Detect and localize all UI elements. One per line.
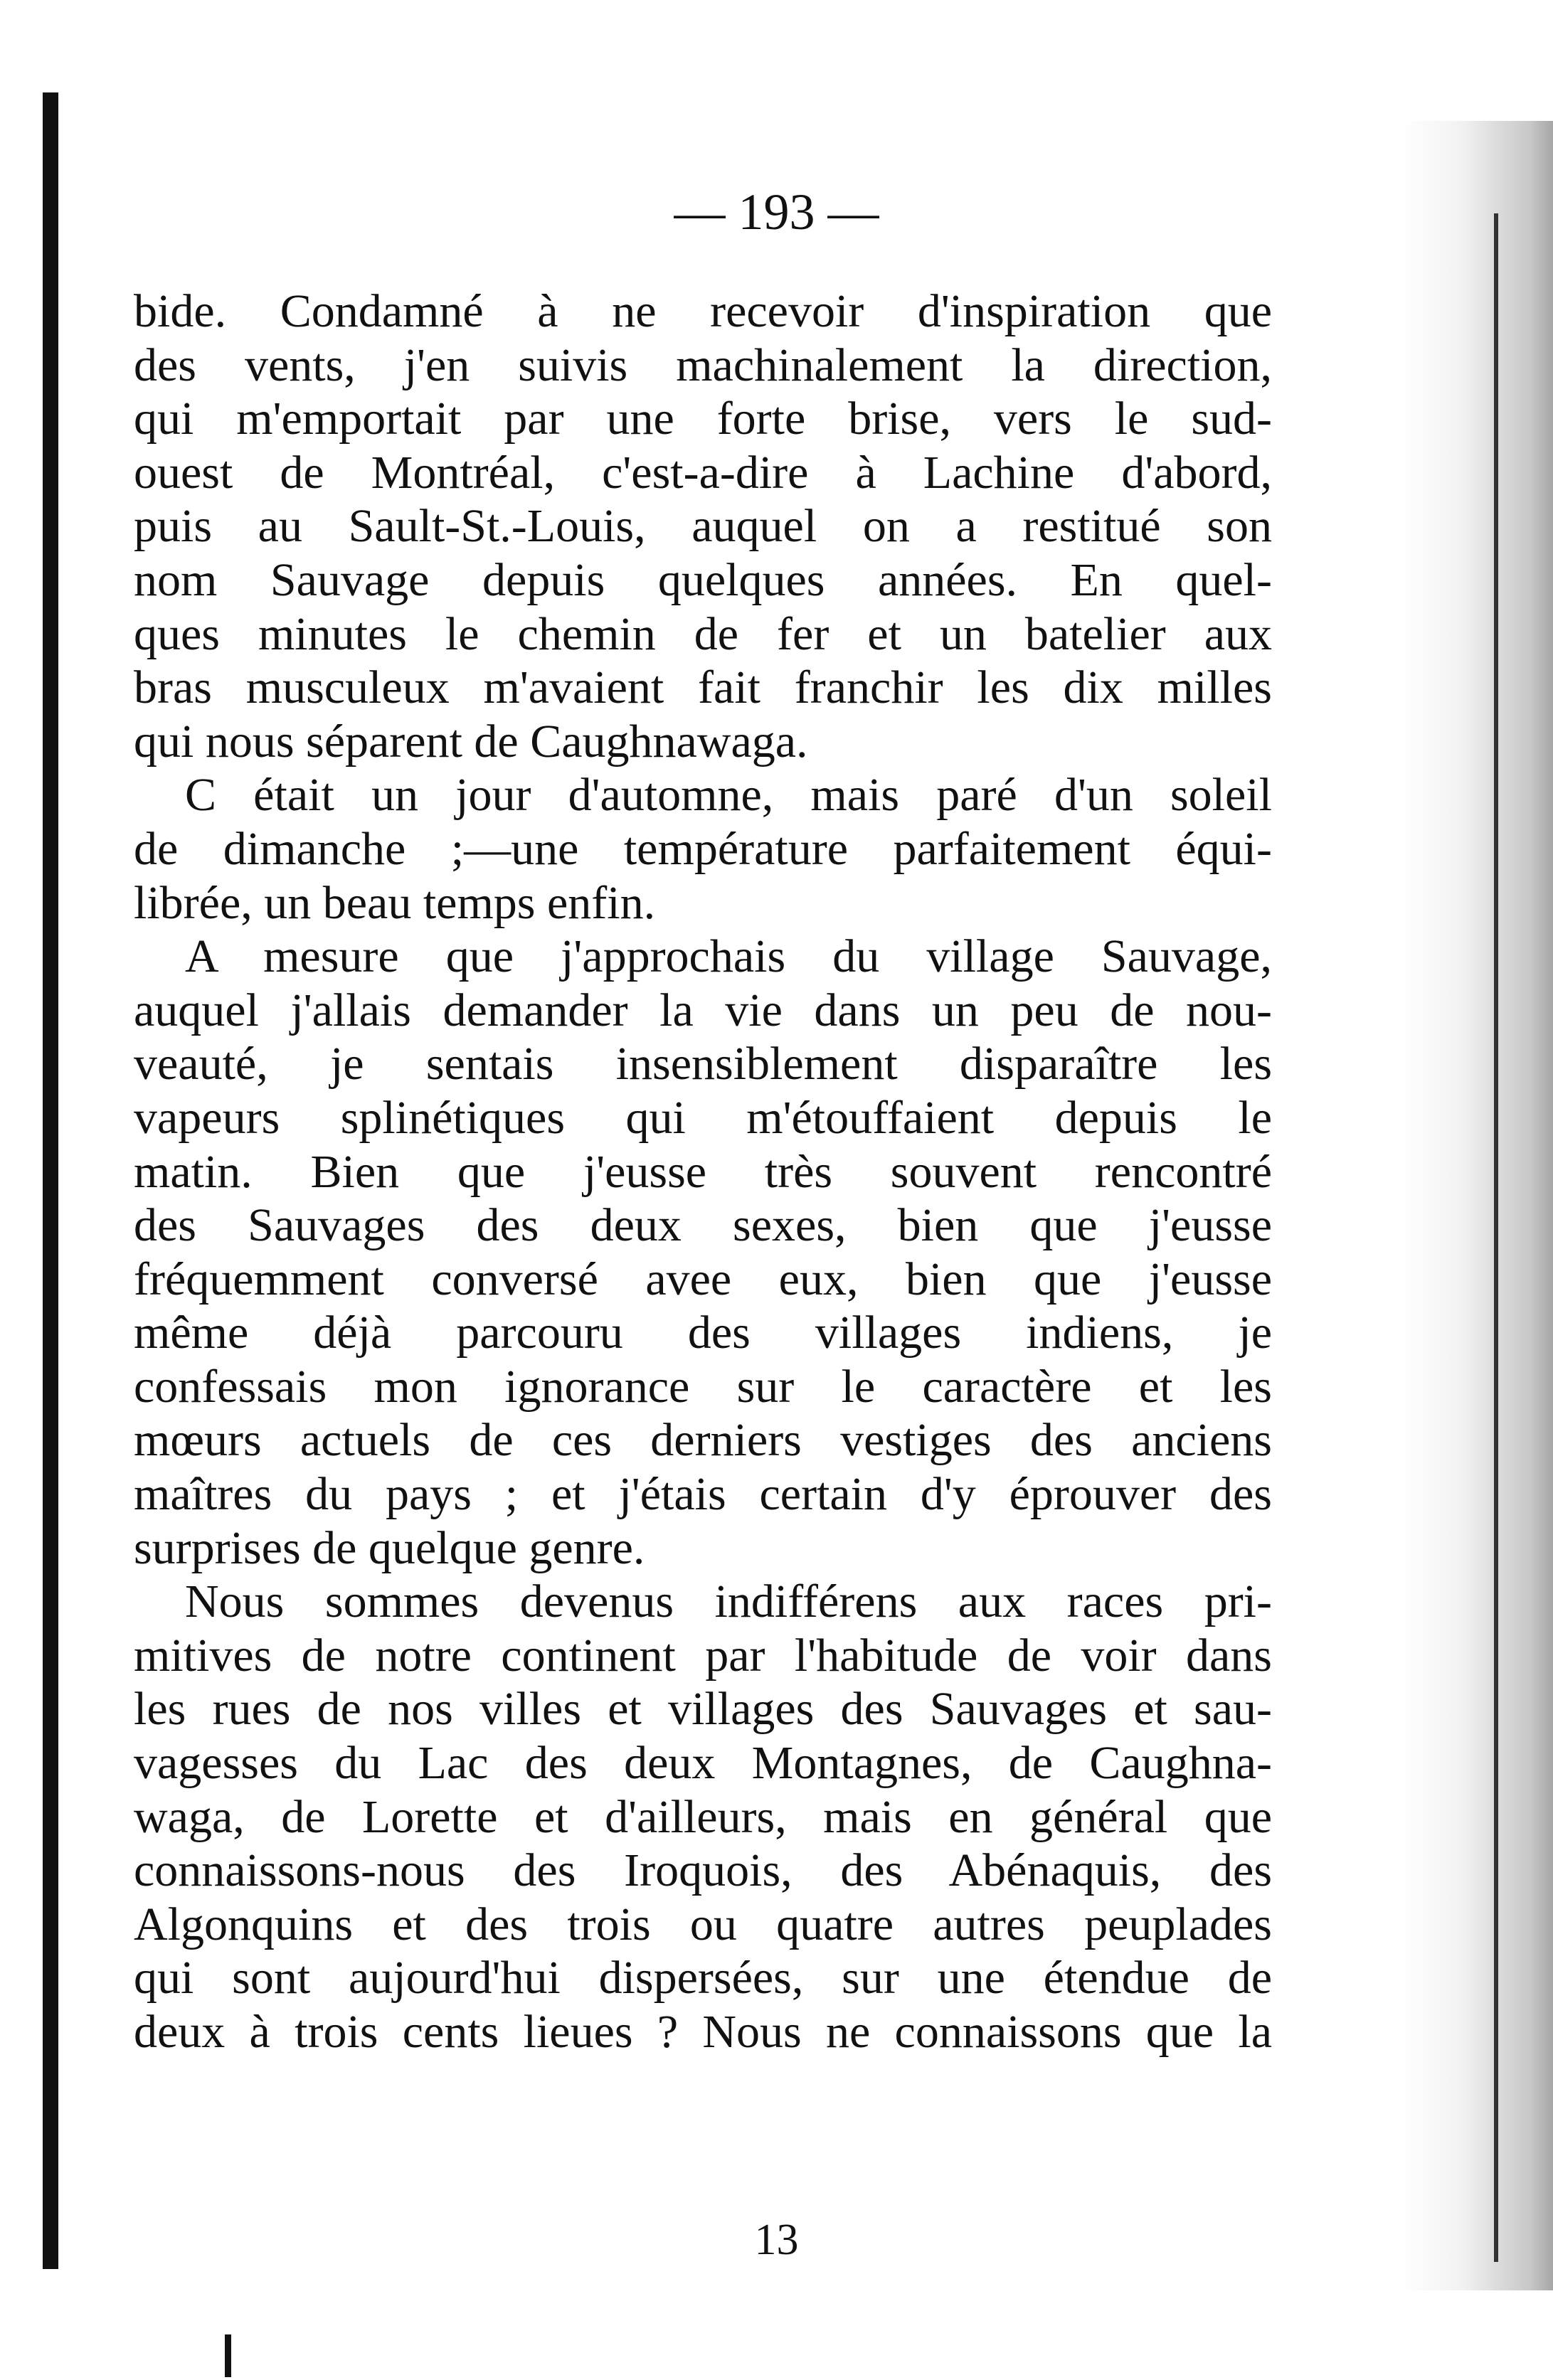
text-line: waga, de Lorette et d'ailleurs, mais en général que — [134, 1790, 1272, 1843]
text-line: les rues de nos villes et villages des Sauvages et sau- — [134, 1683, 1272, 1736]
text-line: fréquemment conversé avee eux, bien que j'eusse — [134, 1253, 1272, 1305]
text-line: surprises de quelque genre. — [134, 1521, 645, 1574]
text-body — [134, 285, 1272, 2059]
text-line: maîtres du pays ; et j'étais certain d'y éprouver des — [134, 1468, 1272, 1521]
text-line: nom Sauvage depuis quelques années. En quel- — [134, 553, 1272, 606]
text-line: matin. Bien que j'eusse très souvent rencontré — [134, 1145, 1272, 1198]
text-line: A mesure que j'approchais du village Sauvage, — [185, 930, 1272, 983]
text-line: qui nous séparent de Caughnawaga. — [134, 715, 808, 767]
text-line: mitives de notre continent par l'habitude de voir dans — [134, 1629, 1272, 1682]
page-edge-line — [1494, 213, 1498, 2262]
text-line: C était un jour d'automne, mais paré d'un soleil — [185, 769, 1272, 822]
text-line: librée, un beau temps enfin. — [134, 876, 656, 929]
text-line: mœurs actuels de ces derniers vestiges des anciens — [134, 1414, 1272, 1467]
text-line: Algonquins et des trois ou quatre autres peuplades — [134, 1898, 1272, 1950]
page-edge-shadow — [1401, 121, 1553, 2290]
text-line: bras musculeux m'avaient fait franchir les dix milles — [134, 662, 1272, 714]
text-line: confessais mon ignorance sur le caractère et les — [134, 1360, 1272, 1413]
text-line: veauté, je sentais insensiblement disparaître les — [134, 1038, 1272, 1090]
text-line: même déjà parcouru des villages indiens, je — [134, 1307, 1272, 1359]
binding-foot-mark — [225, 2334, 231, 2377]
text-line: ques minutes le chemin de fer et un batelier aux — [134, 607, 1272, 660]
page-number: — 193 — — [674, 184, 879, 240]
text-line: des vents, j'en suivis machinalement la direction, — [134, 339, 1272, 391]
text-line: vagesses du Lac des deux Montagnes, de Caughna- — [134, 1737, 1272, 1790]
text-line: bide. Condamné à ne recevoir d'inspiration que — [134, 285, 1272, 337]
binding-rule — [43, 92, 58, 2269]
text-line: vapeurs splinétiques qui m'étouffaient depuis le — [134, 1091, 1272, 1144]
text-line: qui sont aujourd'hui dispersées, sur une étendue de — [134, 1952, 1272, 2004]
text-line: connaissons-nous des Iroquois, des Abénaquis, des — [134, 1844, 1272, 1897]
text-line: ouest de Montréal, c'est-a-dire à Lachine d'abord, — [134, 446, 1272, 499]
text-line: puis au Sault-St.-Louis, auquel on a restitué son — [134, 500, 1272, 553]
signature-mark: 13 — [754, 2216, 799, 2264]
text-line: auquel j'allais demander la vie dans un peu de nou- — [134, 984, 1272, 1036]
text-line: des Sauvages des deux sexes, bien que j'eusse — [134, 1199, 1272, 1252]
text-line: qui m'emportait par une forte brise, vers le sud- — [134, 393, 1272, 445]
text-line: de dimanche ;—une température parfaitement équi- — [134, 822, 1272, 875]
text-line: Nous sommes devenus indifférens aux races pri- — [185, 1576, 1272, 1628]
text-line: deux à trois cents lieues ? Nous ne connaissons que la — [134, 2006, 1272, 2058]
